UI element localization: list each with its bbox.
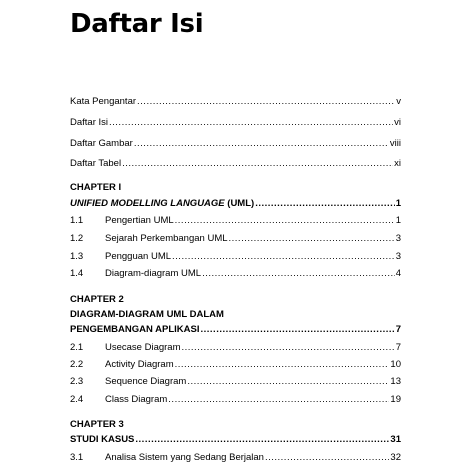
chapter-title-rest: (UML) <box>224 198 255 209</box>
section-number: 2.2 <box>70 359 84 370</box>
toc-entry-page: 31 <box>390 434 401 445</box>
toc-section-entry <box>70 233 401 245</box>
toc-section-entry <box>70 359 401 371</box>
leader-dots <box>202 268 395 280</box>
chapter-title: STUDI KASUS <box>70 434 135 445</box>
leader-dots <box>182 342 395 354</box>
section-number: 1.3 <box>70 251 84 262</box>
chapter-title-entry <box>70 434 401 446</box>
section-page: 3 <box>395 251 401 262</box>
section-number: 3.1 <box>70 452 84 463</box>
section-label: Activity Diagram <box>105 359 174 370</box>
toc-entry-page: 1 <box>395 198 401 209</box>
section-number: 1.2 <box>70 233 84 244</box>
toc-entry-label: Daftar Isi <box>70 117 109 128</box>
toc-entry <box>70 117 401 129</box>
toc-entry-label: Daftar Gambar <box>70 138 133 149</box>
section-page: 19 <box>390 394 401 405</box>
toc-entry-page: xi <box>394 158 401 169</box>
section-page: 3 <box>395 233 401 244</box>
leader-dots <box>187 376 389 388</box>
leader-dots <box>229 233 395 245</box>
section-number: 1.1 <box>70 215 84 226</box>
toc-entry-page: v <box>396 96 401 107</box>
toc-entry-label: Daftar Tabel <box>70 158 122 169</box>
section-label: Pengguan UML <box>105 251 172 262</box>
section-number: 2.3 <box>70 376 84 387</box>
chapter-title-entry <box>70 324 401 336</box>
page-title: Daftar Isi <box>70 9 204 39</box>
toc-section-entry <box>70 268 401 280</box>
section-page: 1 <box>395 215 401 226</box>
toc-entry <box>70 96 401 108</box>
section-page: 7 <box>395 342 401 353</box>
toc-entry <box>70 158 401 170</box>
leader-dots <box>134 138 389 150</box>
section-number: 2.1 <box>70 342 84 353</box>
section-page: 4 <box>395 268 401 279</box>
section-label: Analisa Sistem yang Sedang Berjalan <box>105 452 264 463</box>
section-number: 1.4 <box>70 268 84 279</box>
toc-section-entry <box>70 394 401 406</box>
chapter-heading: CHAPTER 2 <box>70 294 124 305</box>
toc-section-entry <box>70 215 401 227</box>
toc-section-entry <box>70 452 401 464</box>
leader-dots <box>201 324 395 336</box>
leader-dots <box>255 198 395 210</box>
section-label: Sejarah Perkembangan UML <box>105 233 228 244</box>
section-label: Usecase Diagram <box>105 342 181 353</box>
toc-entry-page: viii <box>389 138 401 149</box>
leader-dots <box>135 434 389 446</box>
leader-dots <box>109 117 393 129</box>
section-page: 32 <box>390 452 401 463</box>
toc-section-entry <box>70 376 401 388</box>
chapter-heading: CHAPTER 3 <box>70 419 124 430</box>
chapter-title <box>70 198 254 210</box>
toc-entry-page: vi <box>394 117 401 128</box>
chapter-title-entry <box>70 198 401 210</box>
toc-entry-page: 7 <box>395 324 401 335</box>
leader-dots <box>137 96 395 108</box>
section-page: 10 <box>390 359 401 370</box>
chapter-heading: CHAPTER I <box>70 182 122 193</box>
leader-dots <box>265 452 389 464</box>
toc-entry <box>70 138 401 150</box>
section-label: Sequence Diagram <box>105 376 187 387</box>
leader-dots <box>175 359 390 371</box>
section-label: Class Diagram <box>105 394 168 405</box>
chapter-title-line: DIAGRAM-DIAGRAM UML DALAM <box>70 309 224 320</box>
leader-dots <box>172 251 395 263</box>
section-label: Diagram-diagram UML <box>105 268 202 279</box>
leader-dots <box>175 215 395 227</box>
toc-section-entry <box>70 342 401 354</box>
section-number: 2.4 <box>70 394 84 405</box>
chapter-title-italic: UNIFIED MODELLING LANGUAGE <box>70 198 225 209</box>
toc-section-entry <box>70 251 401 263</box>
section-page: 13 <box>390 376 401 387</box>
leader-dots <box>122 158 393 170</box>
chapter-title: PENGEMBANGAN APLIKASI <box>70 324 200 335</box>
leader-dots <box>168 394 389 406</box>
section-label: Pengertian UML <box>105 215 174 226</box>
toc-entry-label: Kata Pengantar <box>70 96 137 107</box>
